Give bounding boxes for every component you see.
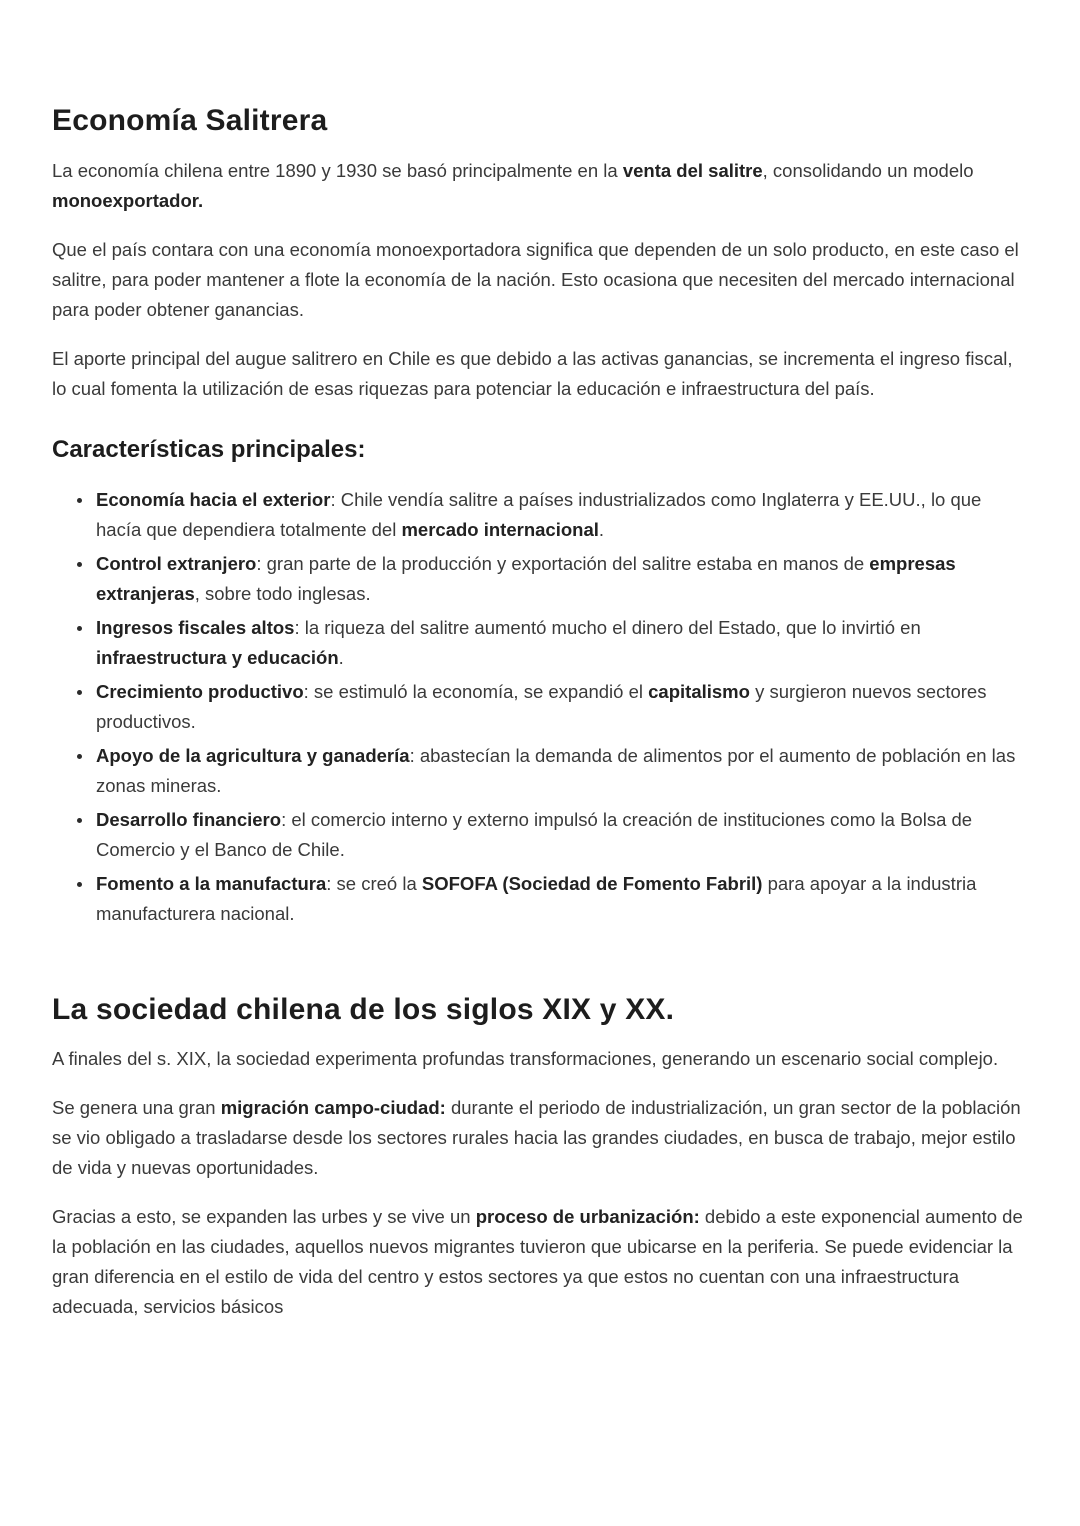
bold-text: venta del salitre (622, 159, 763, 181)
body-text: : abastecían la demanda de alimentos por el aumento de población en las zonas mineras. (96, 744, 1016, 796)
body-text: Gracias a esto, se expanden las urbes y se vive un (52, 1206, 476, 1228)
bold-text: Fomento a la manufactura (96, 872, 327, 894)
bold-text: Control extranjero (96, 552, 257, 574)
body-text: Economía Salitrera (52, 104, 328, 137)
bold-text: infraestructura y educación (96, 646, 339, 668)
body-text: : gran parte de la producción y exportación del salitre estaba en manos de (256, 552, 870, 574)
body-text: Características principales: (52, 435, 366, 463)
bold-text: Economía hacia el exterior (96, 488, 331, 510)
body-text: . (338, 646, 344, 668)
bold-text: migración campo-ciudad: (220, 1097, 446, 1119)
bold-text: Apoyo de la agricultura y ganadería (96, 744, 410, 766)
bold-text: empresas extranjeras (96, 552, 956, 604)
bold-text: Crecimiento productivo (96, 680, 304, 702)
list-item (94, 549, 1028, 609)
list-item (94, 613, 1028, 673)
body-text: La sociedad chilena de los siglos XIX y XX. (52, 992, 675, 1026)
bold-text: mercado internacional (401, 518, 599, 540)
body-text: : se creó la (326, 872, 422, 894)
body-text: : se estimuló la economía, se expandió el (303, 680, 649, 702)
body-text: para apoyar a la industria manufacturera nacional. (96, 872, 977, 924)
body-text: Que el país contara con una economía monoexportadora significa que dependen de un solo producto, en este caso el salitre, para poder mantener a flote la economía de la nación. Esto ocasiona que necesiten del mercado internacional para poder obtener ganancias. (52, 238, 1019, 320)
list-item (94, 869, 1028, 929)
page-heading (52, 991, 1028, 1029)
document-content (52, 102, 1028, 1322)
body-text: , consolidando un modelo (762, 159, 974, 181)
bold-text: SOFOFA (Sociedad de Fomento Fabril) (421, 872, 763, 894)
body-text: A finales del s. XIX, la sociedad experimenta profundas transformaciones, generando un escenario social complejo. (52, 1048, 999, 1070)
paragraph (52, 156, 1028, 216)
bold-text: proceso de urbanización: (475, 1206, 700, 1228)
body-text: y surgieron nuevos sectores productivos. (96, 680, 987, 732)
bullet-list (52, 485, 1028, 929)
list-item (94, 485, 1028, 545)
paragraph (52, 1093, 1028, 1183)
body-text: durante el periodo de industrialización, un gran sector de la población se vio obligado a trasladarse desde los sectores rurales hacia las grandes ciudades, en busca de trabajo, mejor estilo de vida y nuevas oportunidades. (52, 1097, 1021, 1179)
paragraph (52, 1044, 1028, 1074)
body-text: La economía chilena entre 1890 y 1930 se basó principalmente en la (52, 159, 623, 181)
paragraph (52, 1202, 1028, 1322)
body-text: : el comercio interno y externo impulsó la creación de instituciones como la Bolsa de Comercio y el Banco de Chile. (96, 808, 973, 860)
list-item (94, 741, 1028, 801)
body-text: debido a este exponencial aumento de la población en las ciudades, aquellos nuevos migrantes tuvieron que ubicarse en la periferia. Se puede evidenciar la gran diferencia en el estilo de vida del centro y estos sectores ya que estos no cuentan con una infraestructura adecuada, servicios básicos (52, 1206, 1023, 1318)
paragraph (52, 344, 1028, 404)
page-heading (52, 102, 1028, 140)
paragraph (52, 235, 1028, 325)
section-heading (52, 434, 1028, 465)
list-item (94, 677, 1028, 737)
bold-text: capitalismo (648, 680, 750, 702)
body-text: Se genera una gran (52, 1097, 221, 1119)
bold-text: Ingresos fiscales altos (96, 616, 295, 638)
body-text: . (598, 518, 605, 540)
body-text: El aporte principal del augue salitrero en Chile es que debido a las activas ganancias, se incrementa el ingreso fiscal, lo cual fomenta la utilización de esas riquezas para potenciar la educación e infraestructura del país. (52, 347, 1013, 399)
body-text: , sobre todo inglesas. (194, 582, 371, 604)
body-text: : la riqueza del salitre aumentó mucho el dinero del Estado, que lo invirtió en (294, 616, 921, 638)
list-item (94, 805, 1028, 865)
body-text: : Chile vendía salitre a países industrializados como Inglaterra y EE.UU., lo que hacía que dependiera totalmente del (96, 488, 982, 540)
bold-text: Desarrollo financiero (96, 808, 282, 830)
bold-text: monoexportador. (52, 189, 204, 211)
